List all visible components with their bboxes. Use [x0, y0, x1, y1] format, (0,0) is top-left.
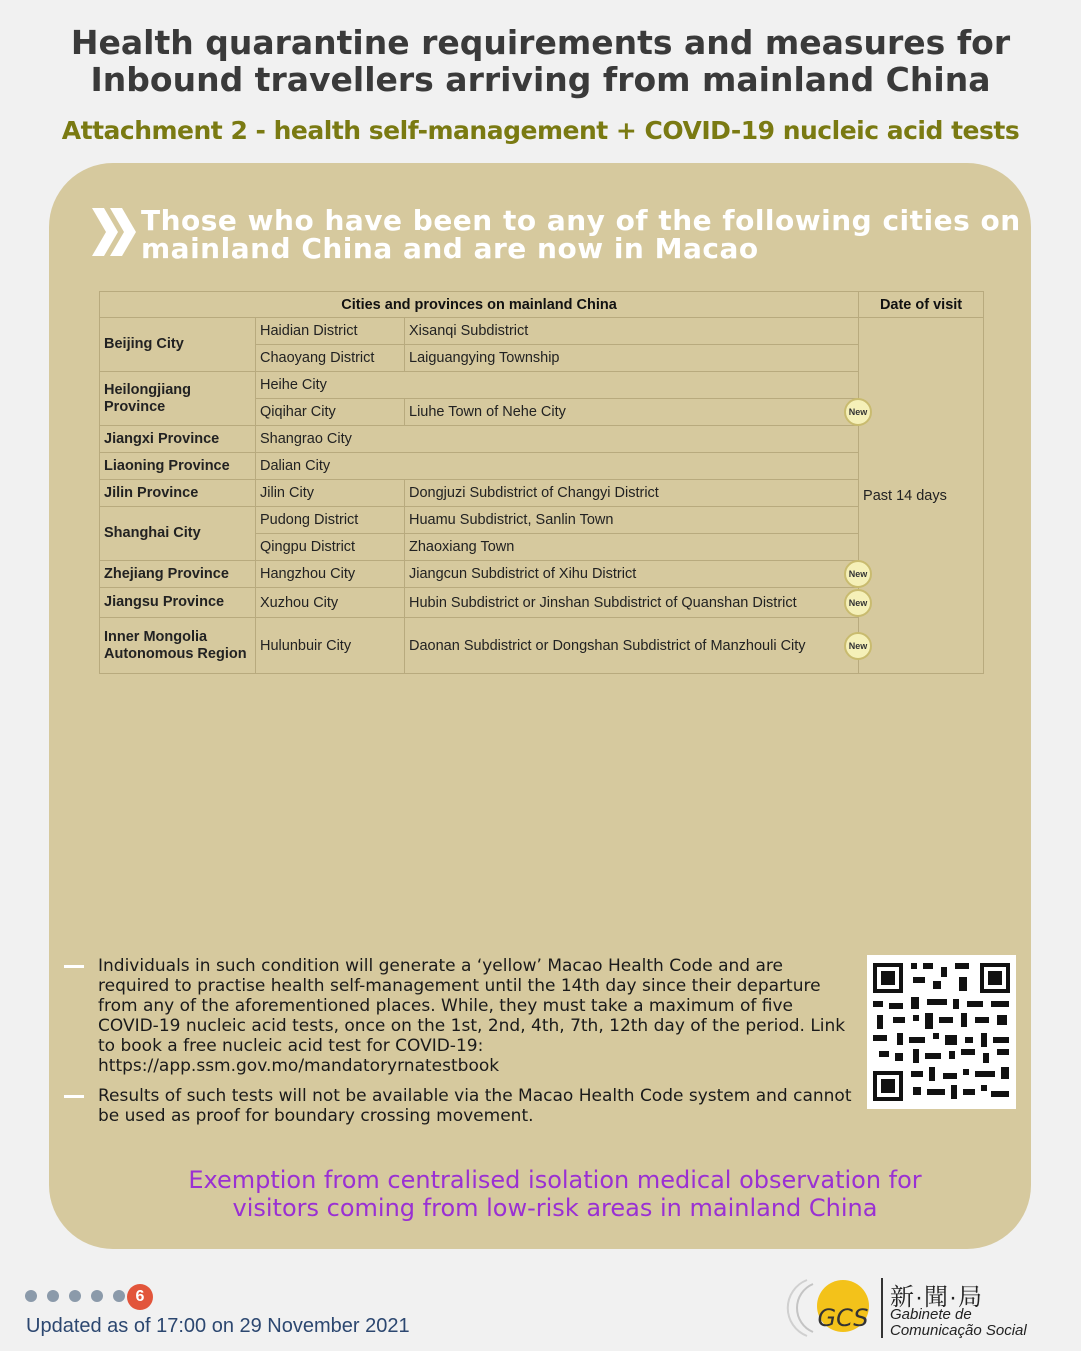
date-cell: Past 14 days [859, 318, 984, 674]
table-row [100, 372, 984, 399]
logo-portuguese-name [890, 1307, 1027, 1339]
area-cell: Xisanqi Subdistrict [405, 318, 859, 345]
headline-text [141, 204, 1021, 265]
page-dot[interactable] [47, 1290, 59, 1302]
table-header-row [100, 292, 984, 318]
page-dot[interactable] [113, 1290, 125, 1302]
province-cell: Beijing City [100, 318, 256, 372]
table-row [100, 507, 984, 534]
headline-line-1: Those who have been to any of the following cities on [141, 204, 1021, 237]
city-cell: Qingpu District [256, 534, 405, 561]
list-item [64, 1086, 854, 1126]
list-item [64, 956, 854, 1076]
note-text: Individuals in such condition will generate a ‘yellow’ Macao Health Code and are required to practise health self-management until the 14th day since their departure from any of the aforementioned places. While, they must take a maximum of five COVID-19 nucleic acid tests, once on the 1st, 2nd, 4th, 7th, 12th day of the period. Link to book a free nucleic acid test for COVID-19: https://app.ssm.gov.mo/mandatoryrnatestbook [98, 956, 846, 1076]
city-cell: Dalian City [256, 453, 859, 480]
title-line-1: Health quarantine requirements and measures for [70, 23, 1011, 62]
logo-mark-text: GCS [817, 1304, 869, 1332]
dash-icon [64, 965, 84, 968]
area-text: Liuhe Town of Nehe City [409, 404, 566, 420]
province-cell: Inner Mongolia Autonomous Region [100, 618, 256, 674]
city-cell: Xuzhou City [256, 588, 405, 618]
table-row [100, 453, 984, 480]
double-chevron-icon [90, 206, 138, 258]
area-cell [405, 561, 868, 588]
province-cell: Zhejiang Province [100, 561, 256, 588]
logo-divider [881, 1278, 883, 1338]
city-cell: Chaoyang District [256, 345, 405, 372]
col-header-date: Date of visit [859, 292, 984, 318]
new-badge: New [844, 398, 872, 426]
city-cell: Haidian District [256, 318, 405, 345]
city-cell: Shangrao City [256, 426, 859, 453]
page-subtitle: Attachment 2 - health self-management + COVID-19 nucleic acid tests [61, 116, 1020, 145]
headline-line-2: mainland China and are now in Macao [141, 232, 759, 265]
area-cell: Dongjuzi Subdistrict of Changyi District [405, 480, 859, 507]
new-badge: New [844, 589, 872, 617]
table-row [100, 588, 984, 618]
area-cell [405, 618, 868, 674]
city-cell: Qiqihar City [256, 399, 405, 426]
city-cell: Hangzhou City [256, 561, 405, 588]
qr-code-icon[interactable] [867, 955, 1016, 1109]
province-cell: Shanghai City [100, 507, 256, 561]
exemption-line-2: visitors coming from low-risk areas in mainland China [232, 1194, 878, 1222]
province-cell: Liaoning Province [100, 453, 256, 480]
province-cell: Jilin Province [100, 480, 256, 507]
page-dot[interactable] [25, 1290, 37, 1302]
cities-table [99, 291, 984, 674]
exemption-link[interactable] [150, 1166, 960, 1222]
area-cell: Zhaoxiang Town [405, 534, 859, 561]
exemption-line-1: Exemption from centralised isolation medical observation for [188, 1166, 922, 1194]
note-text: Results of such tests will not be available via the Macao Health Code system and cannot be used as proof for boundary crossing movement. [98, 1086, 852, 1126]
logo-chinese-name: 新·聞·局 [890, 1284, 983, 1311]
area-cell: Huamu Subdistrict, Sanlin Town [405, 507, 859, 534]
gcs-logo [785, 1270, 1065, 1345]
page-title [0, 24, 1081, 98]
area-cell [405, 588, 868, 618]
province-cell: Heilongjiang Province [100, 372, 256, 426]
table-row [100, 561, 984, 588]
city-cell: Pudong District [256, 507, 405, 534]
gcs-logo-mark-icon [785, 1270, 880, 1345]
area-text: Jiangcun Subdistrict of Xihu District [409, 566, 637, 582]
table-row [100, 480, 984, 507]
updated-timestamp: Updated as of 17:00 on 29 November 2021 [26, 1315, 410, 1337]
title-line-2: Inbound travellers arriving from mainland China [90, 60, 991, 99]
current-page-badge[interactable]: 6 [127, 1284, 153, 1310]
province-cell: Jiangsu Province [100, 588, 256, 618]
logo-pt-line-1: Gabinete de [890, 1306, 972, 1323]
province-cell: Jiangxi Province [100, 426, 256, 453]
logo-pt-line-2: Comunicação Social [890, 1322, 1027, 1339]
area-cell [405, 399, 868, 426]
new-badge: New [844, 632, 872, 660]
new-badge: New [844, 560, 872, 588]
page-indicator [25, 1284, 165, 1308]
city-cell: Jilin City [256, 480, 405, 507]
table-row [100, 426, 984, 453]
area-text: Daonan Subdistrict or Dongshan Subdistrict of Manzhouli City [409, 637, 806, 654]
page-dot[interactable] [69, 1290, 81, 1302]
col-header-places: Cities and provinces on mainland China [100, 292, 859, 318]
dash-icon [64, 1095, 84, 1098]
table-row [100, 318, 984, 345]
area-text: Hubin Subdistrict or Jinshan Subdistrict of Quanshan District [409, 594, 797, 611]
table-row [100, 618, 984, 674]
city-cell: Hulunbuir City [256, 618, 405, 674]
city-cell: Heihe City [256, 372, 859, 399]
area-cell: Laiguangying Township [405, 345, 859, 372]
notes-list [64, 956, 854, 1136]
page-dot[interactable] [91, 1290, 103, 1302]
